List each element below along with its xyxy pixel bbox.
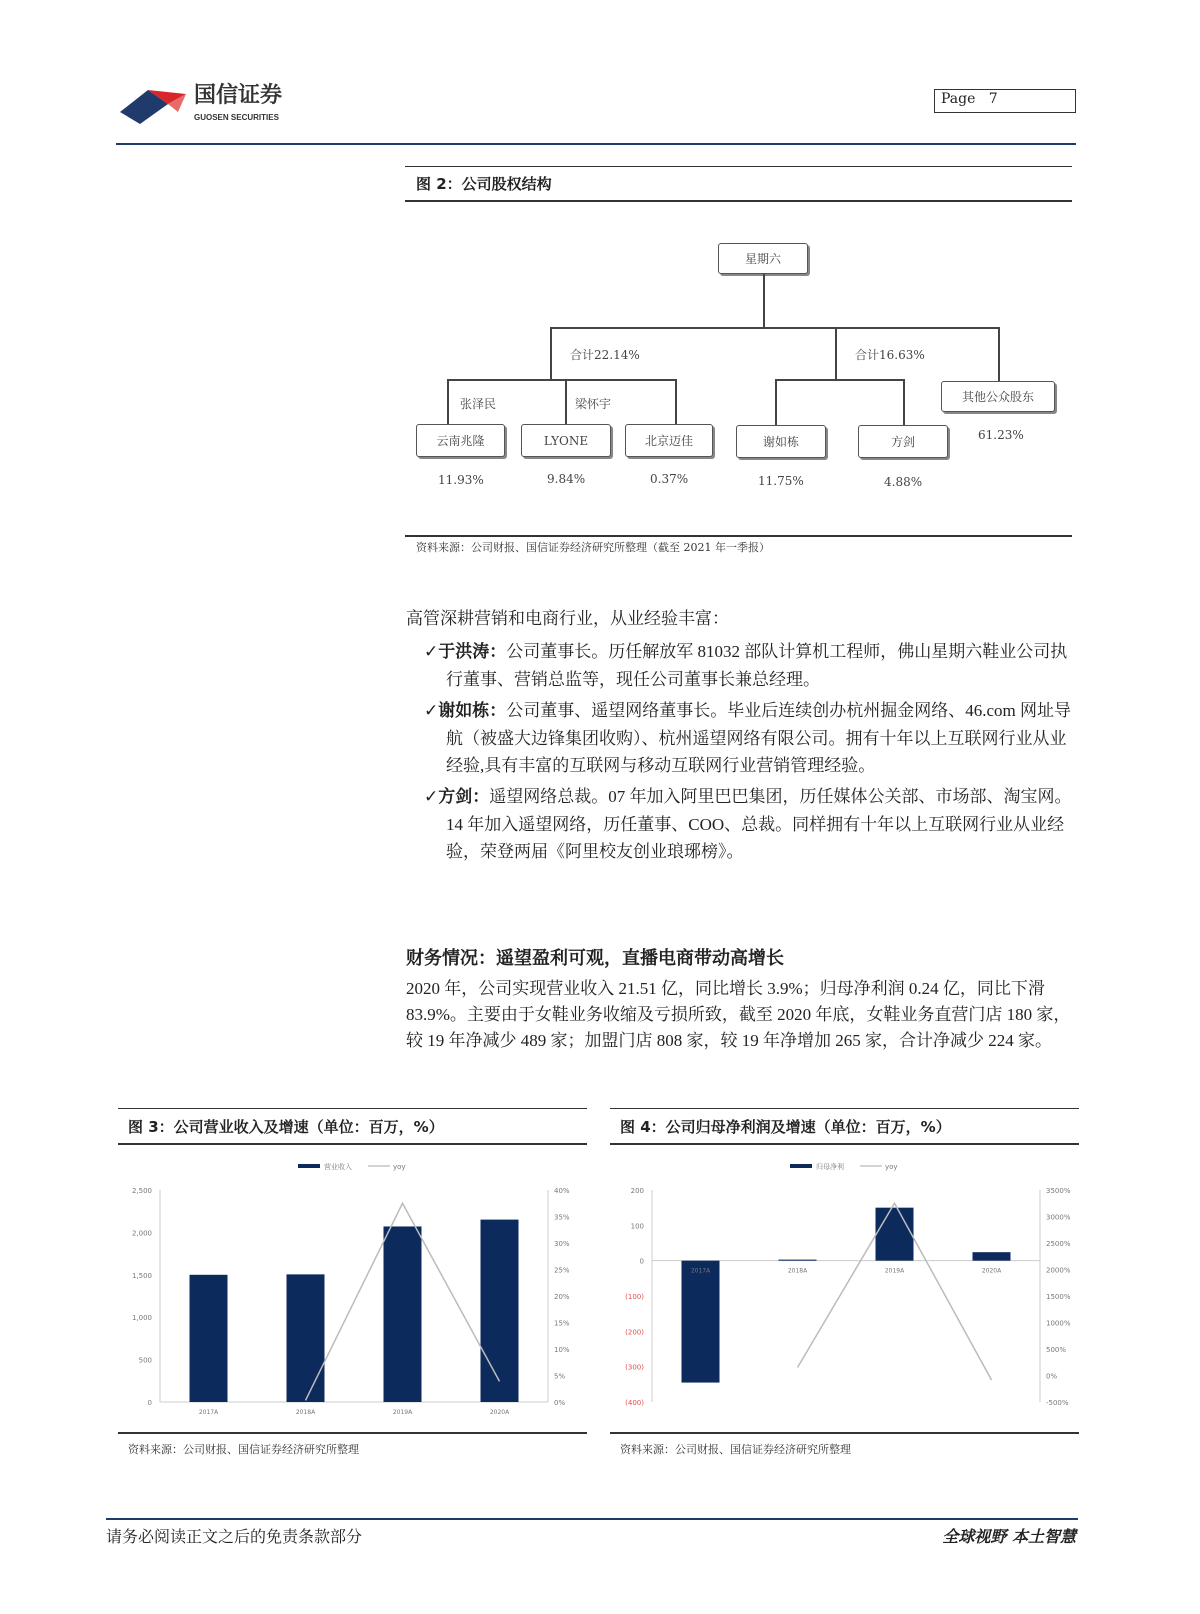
group1-label: 合计22.14% — [570, 348, 640, 362]
y2-tick-label: 3000% — [1046, 1213, 1071, 1222]
divider — [405, 200, 1072, 202]
legend-swatch — [790, 1164, 812, 1168]
y2-tick-label: 3500% — [1046, 1187, 1071, 1195]
x-tick-label: 2018A — [295, 1409, 316, 1416]
bar — [287, 1274, 325, 1402]
person-label: 张泽民 — [460, 397, 497, 411]
y2-tick-label: 1500% — [1046, 1293, 1071, 1301]
org-node: LYONE — [521, 424, 611, 457]
fig3-title: 图 3：公司营业收入及增速（单位：百万，%） — [128, 1118, 444, 1136]
y2-tick-label: 35% — [554, 1213, 570, 1222]
y2-tick-label: 40% — [554, 1187, 570, 1195]
x-tick-label: 2020A — [981, 1267, 1002, 1275]
header-rule — [116, 143, 1076, 145]
legend-label: 归母净利 — [816, 1163, 844, 1171]
y2-tick-label: 25% — [554, 1266, 570, 1275]
fig2-title: 图 2：公司股权结构 — [416, 175, 552, 193]
finance-text: 2020 年，公司实现营业收入 21.51 亿，同比增长 3.9%；归母净利润 0.24 亿，同比下滑 83.9%。主要由于女鞋业务收缩及亏损所致，截至 2020 年底，女鞋业务直营门店 180 家，较 19 年净减少 489 家；加盟门店 808 家，较 19 年净增加 265 家，合计净减少 224 家。 — [406, 979, 1071, 1050]
bar — [384, 1226, 422, 1402]
legend-label: yoy — [393, 1163, 406, 1171]
legend-label: yoy — [885, 1163, 898, 1171]
footer-disclaimer: 请务必阅读正文之后的免责条款部分 — [106, 1527, 363, 1546]
bar — [481, 1220, 519, 1402]
org-node: 其他公众股东 — [941, 381, 1055, 412]
y-tick-label: 100 — [630, 1222, 644, 1231]
y-tick-label: 500 — [138, 1356, 152, 1365]
y2-tick-label: 15% — [554, 1319, 570, 1328]
divider — [405, 166, 1072, 167]
bar — [973, 1252, 1011, 1260]
x-tick-label: 2017A — [198, 1409, 219, 1416]
profit-chart — [610, 1150, 1079, 1425]
y2-tick-label: 0% — [1046, 1372, 1058, 1381]
list-item: ✓方剑：遥望网络总裁。07 年加入阿里巴巴集团，历任媒体公关部、市场部、淘宝网。14 年加入遥望网络，历任董事、COO、总裁。同样拥有十年以上互联网行业从业经验，荣登两届《阿里校友创业琅琊榜》。 — [424, 787, 1072, 861]
fig3-source: 资料来源：公司财报、国信证券经济研究所整理 — [128, 1443, 359, 1456]
logo-en: GUOSEN SECURITIES — [194, 113, 279, 122]
y-tick-label: 1,000 — [131, 1314, 152, 1323]
y2-tick-label: 2000% — [1046, 1266, 1071, 1275]
divider — [405, 535, 1072, 537]
legend-swatch — [298, 1164, 320, 1168]
revenue-chart — [118, 1150, 587, 1425]
mgmt-intro: 高管深耕营销和电商行业，从业经验丰富： — [406, 609, 729, 628]
org-root: 星期六 — [718, 243, 808, 274]
bar — [190, 1275, 228, 1402]
x-tick-label: 2020A — [489, 1409, 510, 1416]
y2-tick-label: 30% — [554, 1240, 570, 1248]
logo-mark-icon — [118, 82, 190, 126]
x-tick-label: 2019A — [392, 1409, 413, 1416]
pct-label: 9.84% — [547, 472, 586, 486]
y-tick-label: (100) — [625, 1293, 644, 1301]
org-node: 谢如栋 — [736, 425, 826, 458]
pct-label: 11.93% — [438, 473, 484, 487]
group2-label: 合计16.63% — [855, 348, 925, 362]
pct-label: 4.88% — [884, 475, 923, 489]
y-tick-label: 0 — [639, 1257, 644, 1266]
y2-tick-label: 500% — [1046, 1346, 1067, 1354]
y-tick-label: (200) — [625, 1328, 644, 1337]
list-item: ✓于洪涛：公司董事长。历任解放军 81032 部队计算机工程师，佛山星期六鞋业公司执行董事、营销总监等，现任公司董事长兼总经理。 — [424, 642, 1068, 689]
bar — [779, 1260, 817, 1261]
x-tick-label: 2019A — [884, 1267, 905, 1275]
y2-tick-label: 5% — [554, 1372, 566, 1381]
y-tick-label: 2,000 — [131, 1229, 152, 1238]
page-indicator: Page 7 — [934, 89, 1076, 113]
y2-tick-label: 20% — [554, 1293, 570, 1301]
org-node: 方剑 — [858, 425, 948, 458]
logo-cn: 国信证券 — [194, 83, 283, 108]
fig4-source: 资料来源：公司财报、国信证券经济研究所整理 — [620, 1443, 851, 1456]
y-tick-label: 200 — [630, 1187, 644, 1195]
fig2-source: 资料来源：公司财报、国信证券经济研究所整理（截至 2021 年一季报） — [416, 541, 770, 554]
y2-tick-label: 10% — [554, 1346, 570, 1354]
y-tick-label: 1,500 — [131, 1271, 152, 1280]
pct-label: 0.37% — [650, 472, 689, 486]
pct-label: 11.75% — [758, 474, 804, 488]
y-tick-label: 0 — [147, 1399, 152, 1407]
y2-tick-label: 1000% — [1046, 1319, 1071, 1328]
y2-tick-label: 2500% — [1046, 1240, 1071, 1248]
y-tick-label: 2,500 — [131, 1187, 152, 1195]
footer-rule — [106, 1518, 1078, 1520]
list-item: ✓谢如栋：公司董事、遥望网络董事长。毕业后连续创办杭州掘金网络、46.com 网址导航（被盛大边锋集团收购）、杭州遥望网络有限公司。拥有十年以上互联网行业从业经验,具有丰富的互联网与移动互联网行业营销管理经验。 — [424, 701, 1072, 775]
logo — [118, 82, 298, 130]
org-node: 北京迈佳 — [625, 424, 713, 457]
pct-label: 61.23% — [978, 428, 1024, 442]
y2-tick-label: 0% — [554, 1399, 566, 1407]
x-tick-label: 2017A — [690, 1267, 711, 1275]
fig4-title: 图 4：公司归母净利润及增速（单位：百万，%） — [620, 1118, 951, 1136]
org-node: 云南兆隆 — [416, 424, 505, 457]
y2-tick-label: -500% — [1046, 1399, 1069, 1407]
bar — [682, 1261, 720, 1383]
x-tick-label: 2018A — [787, 1267, 808, 1275]
y-tick-label: (400) — [625, 1399, 644, 1407]
person-label: 梁怀宇 — [575, 397, 612, 411]
bar — [876, 1208, 914, 1261]
legend-label: 营业收入 — [324, 1163, 352, 1171]
footer-slogan: 全球视野 本土智慧 — [942, 1527, 1076, 1546]
section-heading: 财务情况：遥望盈利可观，直播电商带动高增长 — [406, 948, 784, 969]
y-tick-label: (300) — [625, 1363, 644, 1372]
mgmt-list — [406, 638, 1076, 865]
